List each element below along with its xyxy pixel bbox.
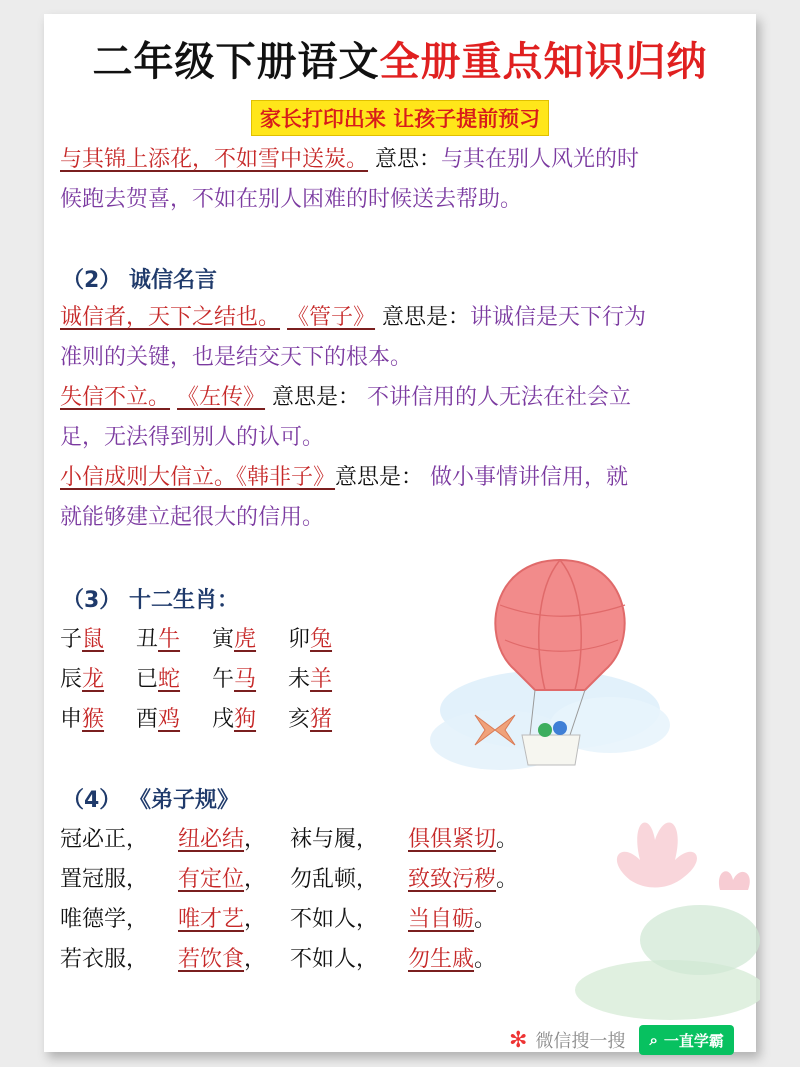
honesty-1-label: 意思是： xyxy=(382,305,471,330)
zodiac-row-3 xyxy=(60,702,364,733)
section2-heading: （2） 诚信名言 xyxy=(62,268,217,293)
zodiac-cell: 午马 xyxy=(212,667,257,692)
honesty-3-source: 《韩非子》 xyxy=(236,465,336,490)
rhyme-row-3: 唯德学， 唯才艺， 不如人， 当自砺。 xyxy=(60,907,497,932)
honesty-1-quote: 诚信者，天下之结也。 xyxy=(60,305,281,330)
zodiac-cell: 戌狗 xyxy=(212,707,257,732)
wechat-search-watermark xyxy=(503,1018,793,1062)
intro-meaning-2: 候跑去贺喜，不如在别人困难的时候送去帮助。 xyxy=(60,187,523,212)
rhyme-row-1: 冠必正， 纽必结， 袜与履， 俱俱紧切。 xyxy=(60,827,519,852)
intro-meaning-label: 意思： xyxy=(375,147,442,172)
honesty-3-meaning-2: 就能够建立起很大的信用。 xyxy=(60,505,325,530)
honesty-2-meaning-1: 不讲信用的人无法在社会立 xyxy=(367,385,632,410)
zodiac-row-1 xyxy=(60,622,364,653)
intro-quote: 与其锦上添花，不如雪中送炭。 xyxy=(60,147,369,172)
honesty-1-source: 《管子》 xyxy=(287,305,376,330)
subtitle-banner: 家长打印出来 让孩子提前预习 xyxy=(251,100,549,136)
intro-line-2 xyxy=(60,185,760,215)
magnifier-icon: ⌕ xyxy=(649,1031,658,1049)
rhyme-row-4: 若衣服， 若饮食， 不如人， 勿生戚。 xyxy=(60,947,497,972)
honesty-1-line-1 xyxy=(60,303,760,333)
honesty-3-line-2 xyxy=(60,503,760,533)
zodiac-cell: 丑牛 xyxy=(136,627,181,652)
honesty-2-label: 意思是： xyxy=(272,385,361,410)
honesty-1-meaning-2: 准则的关键，也是结交天下的根本。 xyxy=(60,345,413,370)
honesty-3-label: 意思是： xyxy=(335,465,424,490)
section3-heading: （3） 十二生肖： xyxy=(62,588,239,613)
zodiac-cell: 未羊 xyxy=(288,667,333,692)
honesty-2-meaning-2: 足，无法得到别人的认可。 xyxy=(60,425,325,450)
wechat-search-icon: ✻ xyxy=(509,1027,528,1053)
honesty-2-line-1 xyxy=(60,383,760,413)
title-part1: 二年级下册语文 xyxy=(92,39,380,85)
lotus-decoration xyxy=(570,800,760,1020)
zodiac-cell: 寅虎 xyxy=(212,627,257,652)
watermark-account-button[interactable]: ⌕ 一直学霸 xyxy=(639,1025,733,1055)
zodiac-cell: 已蛇 xyxy=(136,667,181,692)
honesty-3-line-1 xyxy=(60,463,760,493)
honesty-1-meaning-1: 讲诚信是天下行为 xyxy=(470,305,647,330)
zodiac-cell: 亥猪 xyxy=(288,707,333,732)
honesty-3-quote: 小信成则大信立。 xyxy=(60,465,237,490)
intro-meaning-1: 与其在别人风光的时 xyxy=(441,147,640,172)
title-part2: 全册重点知识归纳 xyxy=(379,39,708,85)
hot-air-balloon-illustration xyxy=(430,550,690,800)
watermark-text: 微信搜一搜 xyxy=(535,1031,626,1052)
zodiac-cell: 申猴 xyxy=(60,707,105,732)
section4-heading: （4） 《弟子规》 xyxy=(62,788,239,813)
zodiac-cell: 酉鸡 xyxy=(136,707,181,732)
zodiac-cell: 子鼠 xyxy=(60,627,105,652)
zodiac-row-2 xyxy=(60,662,364,693)
page-title xyxy=(0,30,800,87)
honesty-2-quote: 失信不立。 xyxy=(60,385,171,410)
honesty-2-source: 《左传》 xyxy=(177,385,266,410)
honesty-2-line-2 xyxy=(60,423,760,453)
honesty-1-line-2 xyxy=(60,343,760,373)
rhyme-row-2: 置冠服， 有定位， 勿乱顿， 致致污秽。 xyxy=(60,867,519,892)
zodiac-cell: 卯兔 xyxy=(288,627,333,652)
intro-line-1 xyxy=(60,145,760,175)
zodiac-cell: 辰龙 xyxy=(60,667,105,692)
honesty-3-meaning-1: 做小事情讲信用，就 xyxy=(430,465,629,490)
